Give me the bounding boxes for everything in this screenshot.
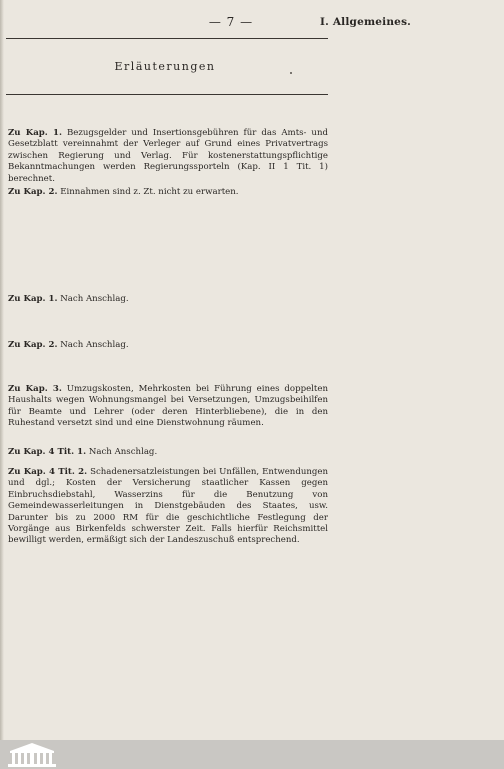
note-text: Nach Anschlag. [88, 447, 158, 457]
note-ref: Zu Kap. 4 Tit. 1. [8, 447, 87, 457]
note-ref: Zu Kap. 1. [8, 294, 58, 304]
note-paragraph [8, 340, 328, 351]
note-text: Nach Anschlag. [60, 340, 129, 350]
note-paragraph [8, 384, 328, 430]
note-paragraph [8, 467, 328, 547]
section-heading: Erläuterungen [114, 60, 216, 73]
note-text: Umzugskosten, Mehrkosten bei Führung eines doppelten Haushalts wegen Wohnungsmangel bei Versetzungen, Umzugsbeihilfen für Beamte und Lehrer (oder deren Hinterbliebene), die in den Ruhestand versetzt sind und eine Dienstwohnung räumen. [8, 384, 329, 429]
page-number: — 7 — [208, 15, 254, 29]
note-ref: Zu Kap. 3. [8, 384, 62, 394]
ink-speck [290, 72, 292, 74]
note-text: Nach Anschlag. [60, 294, 129, 304]
note-text: Schadenersatzleistungen bei Unfällen, Entwendungen und dgl.; Kosten der Versicherung staatlicher Kassen gegen Einbruchsdiebstahl, Wasserzins für die Benutzung von Gemeindewasserleitungen in Dienstgebäuden des Staates, usw. Darunter bis zu 2000 RM für die geschichtliche Festlegung der Vorgänge aus Birkenfelds schwerster Zeit. Falls hierfür Reichsmittel bewilligt werden, ermäßigt sich der Landeszuschuß entsprechend. [8, 467, 329, 546]
note-text: Einnahmen sind z. Zt. nicht zu erwarten. [60, 187, 239, 197]
note-paragraph [8, 447, 328, 458]
page-header [0, 12, 504, 32]
note-paragraph [8, 128, 328, 185]
scan-footer-bar [0, 740, 504, 769]
note-paragraph [8, 294, 328, 305]
note-ref: Zu Kap. 4 Tit. 2. [8, 467, 88, 477]
note-ref: Zu Kap. 2. [8, 187, 58, 197]
page-edge-shadow [0, 0, 4, 769]
note-ref: Zu Kap. 2. [8, 340, 58, 350]
heading-rule [6, 94, 328, 95]
section-label: I. Allgemeines. [320, 16, 412, 28]
note-paragraph [8, 187, 328, 198]
library-building-icon [6, 741, 58, 768]
note-text: Bezugsgelder und Insertionsgebühren für das Amts- und Gesetzblatt vereinnahmt der Verleger auf Grund eines Privatvertrags zwischen Regierung und Verlag. Für kostenerstattungspflichtige Bekanntmachungen werden Regierungssporteln (Kap. II 1 Tit. 1) berechnet. [8, 128, 328, 184]
top-rule [6, 38, 328, 39]
note-ref: Zu Kap. 1. [8, 128, 62, 138]
